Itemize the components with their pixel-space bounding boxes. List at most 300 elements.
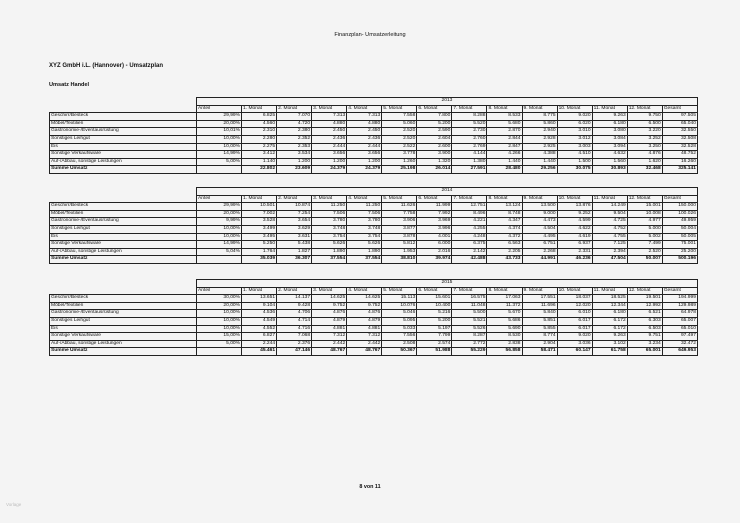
sum-cell: 24.379 [312, 166, 347, 174]
value-cell: 9.252 [557, 210, 592, 218]
value-cell: 3.754 [347, 233, 382, 241]
row-label: Geschirr/Besteck [50, 295, 197, 303]
column-header: 12. Monat [627, 287, 662, 295]
revenue-table [49, 187, 698, 264]
value-cell: 6.180 [592, 310, 627, 318]
value-cell: 2.142 [452, 248, 487, 256]
value-cell: 8.287 [452, 333, 487, 341]
value-cell: 10.501 [242, 203, 277, 211]
value-cell: 9.428 [277, 302, 312, 310]
row-label: Möbel/Textilien [50, 210, 197, 218]
row-label: Geschirr/Besteck [50, 113, 197, 121]
sum-cell: 27.591 [452, 166, 487, 174]
column-header: 10. Monat [557, 105, 592, 113]
value-cell: 32.508 [662, 135, 697, 143]
value-cell: 64.978 [662, 310, 697, 318]
value-cell: 2.450 [312, 128, 347, 136]
value-cell: 12.751 [452, 203, 487, 211]
value-cell: 6.017 [557, 325, 592, 333]
value-cell: 12.344 [592, 302, 627, 310]
value-cell: 50.004 [662, 225, 697, 233]
value-cell: 32.528 [662, 143, 697, 151]
value-cell: 3.234 [627, 340, 662, 348]
value-cell: 3.528 [242, 218, 277, 226]
value-cell: 6.375 [452, 241, 487, 249]
row-label: Geschirr/Besteck [50, 203, 197, 211]
sum-cell: 50.007 [627, 256, 662, 264]
value-cell: 2.436 [312, 135, 347, 143]
value-cell: 4.752 [592, 225, 627, 233]
value-cell: 3.102 [592, 340, 627, 348]
value-cell: 1.200 [277, 158, 312, 166]
value-cell: 3.778 [382, 151, 417, 159]
row-label: Auf-/Abbau, sonstige Leistungen [50, 340, 197, 348]
value-cell: 4.622 [557, 225, 592, 233]
page-header: Finanzplan- Umsatzerleitung [334, 32, 406, 38]
table-row [50, 120, 698, 128]
value-cell: 7.312 [312, 333, 347, 341]
row-label: Möbel/Textilien [50, 120, 197, 128]
value-cell: 1.890 [347, 248, 382, 256]
value-cell: 1.200 [347, 158, 382, 166]
value-cell: 17.063 [487, 295, 522, 303]
value-cell: 3.996 [417, 225, 452, 233]
table-row [50, 225, 698, 233]
value-cell: 3.656 [347, 151, 382, 159]
value-cell: 2.436 [347, 135, 382, 143]
revenue-table [49, 97, 698, 174]
value-cell: 6.521 [627, 310, 662, 318]
value-cell: 18.037 [557, 295, 592, 303]
value-cell: 4.706 [277, 310, 312, 318]
value-cell: 8.748 [487, 210, 522, 218]
value-cell: 8.288 [452, 113, 487, 121]
column-header: 2. Monat [277, 105, 312, 113]
value-cell: 2.444 [347, 143, 382, 151]
value-cell: 4.880 [312, 120, 347, 128]
value-cell: 4.001 [417, 233, 452, 241]
value-cell: 7.992 [417, 210, 452, 218]
value-cell: 15.601 [417, 295, 452, 303]
value-cell: 6.563 [487, 241, 522, 249]
sum-cell: 24.379 [347, 166, 382, 174]
share-cell: 10,00% [197, 143, 242, 151]
revenue-table-2013 [49, 97, 697, 174]
share-cell: 15,00% [197, 333, 242, 341]
value-cell: 4.714 [277, 317, 312, 325]
value-cell: 150.000 [662, 203, 697, 211]
value-cell: 5.002 [627, 233, 662, 241]
value-cell: 1.440 [487, 158, 522, 166]
value-cell: 2.450 [347, 128, 382, 136]
column-header: 3. Monat [312, 195, 347, 203]
value-cell: 6.172 [592, 317, 627, 325]
sum-cell: 25.198 [382, 166, 417, 174]
share-cell: 30,00% [197, 295, 242, 303]
value-cell: 6.500 [627, 120, 662, 128]
value-cell: 4.374 [487, 225, 522, 233]
share-cell: 5,00% [197, 158, 242, 166]
row-label: Auf-/Abbau, sonstige Leistungen [50, 248, 197, 256]
value-cell: 2.244 [242, 340, 277, 348]
value-cell: 7.556 [382, 333, 417, 341]
sum-cell: 37.554 [347, 256, 382, 264]
value-cell: 8.775 [522, 113, 557, 121]
row-label: Eis [50, 233, 197, 241]
value-cell: 14.625 [347, 295, 382, 303]
value-cell: 2.394 [592, 248, 627, 256]
value-cell: 4.879 [347, 317, 382, 325]
column-header: 11. Monat [592, 287, 627, 295]
value-cell: 4.221 [452, 218, 487, 226]
revenue-table-2014 [49, 187, 697, 264]
value-cell: 7.499 [627, 241, 662, 249]
value-cell: 6.180 [592, 120, 627, 128]
sum-row [50, 256, 698, 264]
share-cell: 14,99% [197, 151, 242, 159]
sum-label: Summe Umsatz [50, 256, 197, 264]
value-cell: 13.124 [487, 203, 522, 211]
value-cell: 4.619 [557, 233, 592, 241]
value-cell: 4.495 [522, 233, 557, 241]
column-header: 5. Monat [382, 195, 417, 203]
value-cell: 4.549 [242, 317, 277, 325]
sum-cell: 47.504 [592, 256, 627, 264]
table-row [50, 295, 698, 303]
value-cell: 9.263 [592, 113, 627, 121]
value-cell: 2.376 [277, 340, 312, 348]
value-cell: 32.550 [662, 128, 697, 136]
watermark: Vorlage [6, 502, 22, 507]
value-cell: 15.001 [627, 203, 662, 211]
table-row [50, 233, 698, 241]
value-cell: 4.725 [592, 218, 627, 226]
share-cell: 5,00% [197, 340, 242, 348]
value-cell: 2.769 [452, 143, 487, 151]
column-header: 9. Monat [522, 195, 557, 203]
value-cell: 3.250 [627, 143, 662, 151]
value-cell: 3.654 [277, 218, 312, 226]
column-header: 6. Monat [417, 287, 452, 295]
value-cell: 3.412 [242, 151, 277, 159]
value-cell: 5.851 [522, 317, 557, 325]
sum-cell: 30.075 [557, 166, 592, 174]
revenue-table-2015 [49, 279, 697, 356]
value-cell: 11.250 [312, 203, 347, 211]
column-header: 1. Monat [242, 195, 277, 203]
value-cell: 7.313 [312, 113, 347, 121]
value-cell: 10.400 [417, 302, 452, 310]
value-cell: 9.263 [592, 333, 627, 341]
value-cell: 3.003 [557, 143, 592, 151]
value-cell: 5.095 [382, 317, 417, 325]
sum-cell: 22.802 [242, 166, 277, 174]
value-cell: 5.200 [417, 120, 452, 128]
sum-cell: 39.974 [417, 256, 452, 264]
column-header: 4. Monat [347, 105, 382, 113]
value-cell: 3.748 [347, 225, 382, 233]
value-cell: 4.388 [522, 151, 557, 159]
column-header: 2. Monat [277, 195, 312, 203]
value-cell: 4.248 [452, 233, 487, 241]
table-row [50, 248, 698, 256]
column-header: 11. Monat [592, 195, 627, 203]
value-cell: 3.629 [277, 225, 312, 233]
column-header: Gesamt [662, 195, 697, 203]
year-header: 2015 [197, 280, 698, 288]
value-cell: 14.625 [312, 295, 347, 303]
value-cell: 12.992 [627, 302, 662, 310]
value-cell: 13.876 [557, 203, 592, 211]
value-cell: 2.522 [382, 143, 417, 151]
share-cell: 10,00% [197, 310, 242, 318]
value-cell: 9.751 [627, 333, 662, 341]
value-cell: 3.780 [347, 218, 382, 226]
column-header: 1. Monat [242, 287, 277, 295]
value-cell: 6.020 [557, 120, 592, 128]
sum-cell: 42.488 [452, 256, 487, 264]
sum-cell: 43.733 [487, 256, 522, 264]
share-cell: 20,00% [197, 302, 242, 310]
value-cell: 9.020 [557, 113, 592, 121]
column-header: 3. Monat [312, 287, 347, 295]
value-cell: 3.080 [592, 128, 627, 136]
value-cell: 1.500 [557, 158, 592, 166]
value-cell: 5.812 [382, 241, 417, 249]
row-label: Eis [50, 143, 197, 151]
value-cell: 3.906 [382, 218, 417, 226]
value-cell: 7.758 [382, 210, 417, 218]
value-cell: 8.533 [487, 113, 522, 121]
sum-cell: 65.001 [627, 348, 662, 356]
value-cell: 3.754 [312, 233, 347, 241]
value-cell: 5.860 [522, 120, 557, 128]
value-cell: 6.000 [417, 241, 452, 249]
row-label: Sonstiges Leihgut [50, 135, 197, 143]
value-cell: 4.255 [452, 225, 487, 233]
value-cell: 6.303 [627, 317, 662, 325]
row-label: Gastronomie-/Eventausrüstung [50, 128, 197, 136]
share-cell: 10,00% [197, 325, 242, 333]
table-row [50, 218, 698, 226]
sum-cell: 45.461 [242, 348, 277, 356]
value-cell: 2.940 [522, 128, 557, 136]
value-cell: 2.331 [557, 248, 592, 256]
value-cell: 2.442 [312, 340, 347, 348]
value-cell: 7.506 [347, 210, 382, 218]
sum-cell: 55.229 [452, 348, 487, 356]
column-header: 3. Monat [312, 105, 347, 113]
value-cell: 14.249 [592, 203, 627, 211]
share-cell: 10,00% [197, 225, 242, 233]
sum-cell: 30.893 [592, 166, 627, 174]
value-cell: 8.774 [522, 333, 557, 341]
sum-cell: 28.480 [487, 166, 522, 174]
column-header: 10. Monat [557, 287, 592, 295]
year-header: 2014 [197, 188, 698, 196]
sum-cell: 29.256 [522, 166, 557, 174]
value-cell: 48.752 [662, 151, 697, 159]
value-cell: 7.070 [277, 113, 312, 121]
value-cell: 1.140 [242, 158, 277, 166]
value-cell: 5.680 [487, 120, 522, 128]
sum-cell: 48.767 [347, 348, 382, 356]
value-cell: 2.772 [452, 340, 487, 348]
value-cell: 2.760 [452, 135, 487, 143]
value-cell: 4.716 [277, 325, 312, 333]
value-cell: 3.748 [312, 225, 347, 233]
value-cell: 9.000 [522, 210, 557, 218]
company-title: XYZ GmbH i.L. (Hannover) - Umsatzplan [49, 63, 164, 69]
value-cell: 4.880 [347, 120, 382, 128]
column-header: 11. Monat [592, 105, 627, 113]
column-header: Anteil [197, 287, 242, 295]
column-header: 8. Monat [487, 195, 522, 203]
value-cell: 6.017 [557, 317, 592, 325]
value-cell: 3.780 [312, 218, 347, 226]
share-cell: 14,99% [197, 241, 242, 249]
value-cell: 5.033 [382, 325, 417, 333]
column-header: 12. Monat [627, 105, 662, 113]
column-header: 2. Monat [277, 287, 312, 295]
value-cell: 4.473 [522, 218, 557, 226]
share-cell: 20,00% [197, 210, 242, 218]
column-header: 10. Monat [557, 195, 592, 203]
value-cell: 9.104 [242, 302, 277, 310]
value-cell: 3.534 [277, 151, 312, 159]
value-cell: 1.890 [312, 248, 347, 256]
value-cell: 65.040 [662, 120, 697, 128]
value-cell: 5.197 [417, 325, 452, 333]
value-cell: 7.558 [382, 113, 417, 121]
column-header: 7. Monat [452, 287, 487, 295]
value-cell: 7.125 [592, 241, 627, 249]
value-cell: 1.560 [592, 158, 627, 166]
sum-cell: 56.858 [487, 348, 522, 356]
value-cell: 16.575 [452, 295, 487, 303]
value-cell: 5.626 [312, 241, 347, 249]
value-cell: 4.552 [242, 325, 277, 333]
column-header: 4. Monat [347, 287, 382, 295]
value-cell: 9.750 [627, 113, 662, 121]
value-cell: 4.266 [487, 151, 522, 159]
value-cell: 6.503 [627, 325, 662, 333]
value-cell: 3.656 [312, 151, 347, 159]
value-cell: 1.260 [382, 158, 417, 166]
value-cell: 11.372 [487, 302, 522, 310]
value-cell: 4.510 [557, 151, 592, 159]
value-cell: 5.526 [452, 325, 487, 333]
table-row [50, 143, 698, 151]
sum-label: Summe Umsatz [50, 166, 197, 174]
column-header: Anteil [197, 105, 242, 113]
value-cell: 5.840 [522, 310, 557, 318]
value-cell: 1.320 [417, 158, 452, 166]
share-cell: 9,99% [197, 218, 242, 226]
value-cell: 2.904 [522, 340, 557, 348]
value-cell: 13.500 [522, 203, 557, 211]
column-header: 6. Monat [417, 195, 452, 203]
share-cell: 10,00% [197, 135, 242, 143]
value-cell: 6.937 [557, 241, 592, 249]
value-cell: 5.000 [627, 225, 662, 233]
value-cell: 2.520 [627, 248, 662, 256]
value-cell: 3.631 [277, 233, 312, 241]
sum-cell: 26.014 [417, 166, 452, 174]
value-cell: 4.536 [242, 310, 277, 318]
sum-cell: 36.307 [277, 256, 312, 264]
value-cell: 10.874 [277, 203, 312, 211]
value-cell: 3.012 [557, 135, 592, 143]
value-cell: 5.520 [452, 120, 487, 128]
value-cell: 3.094 [592, 143, 627, 151]
value-cell: 7.068 [277, 333, 312, 341]
value-cell: 7.312 [347, 333, 382, 341]
value-cell: 12.020 [557, 302, 592, 310]
value-cell: 15.113 [382, 295, 417, 303]
row-label: Sonstige Verkaufsware [50, 151, 197, 159]
value-cell: 1.380 [452, 158, 487, 166]
value-cell: 32.472 [662, 340, 697, 348]
value-cell: 2.310 [242, 128, 277, 136]
value-cell: 4.881 [312, 325, 347, 333]
column-header: 7. Monat [452, 195, 487, 203]
value-cell: 2.268 [522, 248, 557, 256]
value-cell: 7.800 [417, 113, 452, 121]
value-cell: 4.879 [312, 317, 347, 325]
value-cell: 5.216 [417, 310, 452, 318]
value-cell: 11.048 [452, 302, 487, 310]
value-cell: 13.651 [242, 295, 277, 303]
column-header: 4. Monat [347, 195, 382, 203]
sum-cell: 46.236 [557, 256, 592, 264]
column-header: Gesamt [662, 105, 697, 113]
value-cell: 2.444 [312, 143, 347, 151]
sum-cell: 51.988 [417, 348, 452, 356]
value-cell: 2.275 [242, 143, 277, 151]
value-cell: 49.959 [662, 218, 697, 226]
sum-cell: 35.039 [242, 256, 277, 264]
value-cell: 8.496 [452, 210, 487, 218]
value-cell: 2.280 [242, 135, 277, 143]
sum-cell: 32.468 [627, 166, 662, 174]
value-cell: 6.172 [592, 325, 627, 333]
column-header: 12. Monat [627, 195, 662, 203]
value-cell: 17.551 [522, 295, 557, 303]
table-row [50, 203, 698, 211]
column-header: 5. Monat [382, 287, 417, 295]
column-header: 5. Monat [382, 105, 417, 113]
value-cell: 65.010 [662, 325, 697, 333]
row-label: Möbel/Textilien [50, 302, 197, 310]
value-cell: 2.520 [382, 135, 417, 143]
sum-cell: 48.767 [312, 348, 347, 356]
value-cell: 2.508 [382, 340, 417, 348]
column-header: 7. Monat [452, 105, 487, 113]
value-cell: 3.010 [557, 128, 592, 136]
value-cell: 5.200 [417, 317, 452, 325]
value-cell: 2.730 [452, 128, 487, 136]
value-cell: 100.026 [662, 210, 697, 218]
value-cell: 7.313 [347, 113, 382, 121]
value-cell: 8.530 [487, 333, 522, 341]
value-cell: 7.799 [417, 333, 452, 341]
value-cell: 3.877 [382, 225, 417, 233]
value-cell: 7.254 [277, 210, 312, 218]
value-cell: 9.752 [312, 302, 347, 310]
value-cell: 2.352 [277, 135, 312, 143]
value-cell: 18.525 [592, 295, 627, 303]
